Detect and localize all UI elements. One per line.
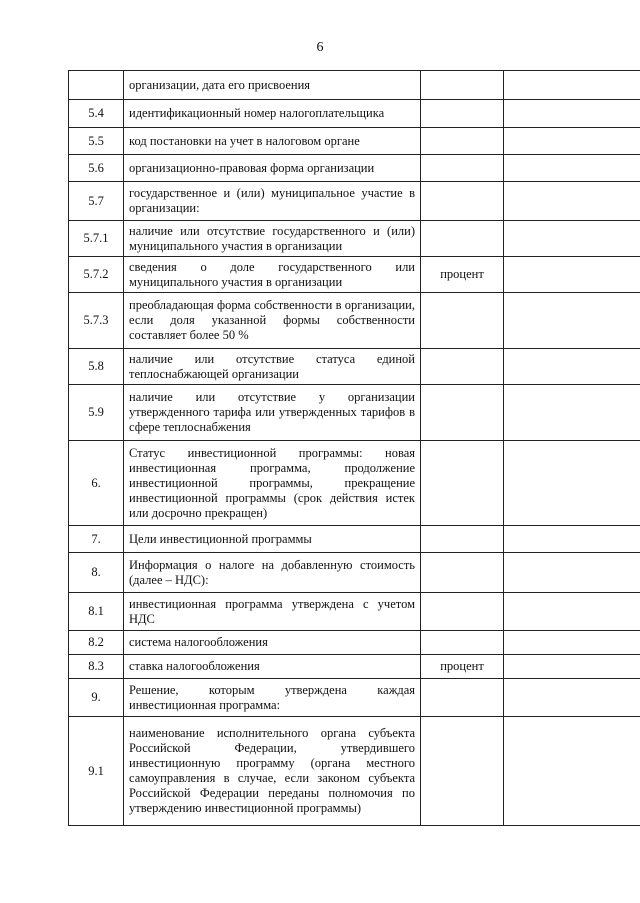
row-value [504, 155, 640, 182]
row-description: наличие или отсутствие у организации утвержденного тарифа или утвержденных тарифов в сфере теплоснабжения [124, 385, 421, 441]
row-number: 5.9 [69, 385, 124, 441]
row-value [504, 631, 640, 655]
row-number: 9. [69, 679, 124, 717]
row-value [504, 526, 640, 553]
row-number: 5.8 [69, 349, 124, 385]
row-description: преобладающая форма собственности в организации, если доля указанной формы собственности составляет более 50 % [124, 293, 421, 349]
row-description: наличие или отсутствие статуса единой теплоснабжающей организации [124, 349, 421, 385]
row-number: 8.1 [69, 593, 124, 631]
row-unit [421, 593, 504, 631]
table-row [69, 100, 640, 128]
table-row [69, 655, 640, 679]
row-number: 7. [69, 526, 124, 553]
row-description: ставка налогообложения [124, 655, 421, 679]
row-number: 5.7.2 [69, 257, 124, 293]
row-description: Информация о налоге на добавленную стоимость (далее – НДС): [124, 553, 421, 593]
row-value [504, 385, 640, 441]
row-description: наличие или отсутствие государственного и (или) муниципального участия в организации [124, 221, 421, 257]
row-unit: процент [421, 655, 504, 679]
row-unit [421, 526, 504, 553]
table-row [69, 182, 640, 221]
row-description: Решение, которым утверждена каждая инвестиционная программа: [124, 679, 421, 717]
row-description: код постановки на учет в налоговом органе [124, 128, 421, 155]
row-unit [421, 679, 504, 717]
row-description: организации, дата его присвоения [124, 71, 421, 100]
row-unit [421, 349, 504, 385]
row-number: 8. [69, 553, 124, 593]
row-value [504, 100, 640, 128]
table-row [69, 441, 640, 526]
row-number [69, 71, 124, 100]
row-value [504, 655, 640, 679]
row-value [504, 221, 640, 257]
row-unit [421, 553, 504, 593]
row-value [504, 717, 640, 826]
row-value [504, 182, 640, 221]
row-number: 9.1 [69, 717, 124, 826]
row-unit [421, 631, 504, 655]
table-row [69, 553, 640, 593]
row-number: 5.4 [69, 100, 124, 128]
table-row [69, 385, 640, 441]
row-unit: процент [421, 257, 504, 293]
table-row [69, 293, 640, 349]
row-description: государственное и (или) муниципальное участие в организации: [124, 182, 421, 221]
row-value [504, 257, 640, 293]
row-unit [421, 128, 504, 155]
table-row [69, 257, 640, 293]
row-unit [421, 385, 504, 441]
row-value [504, 293, 640, 349]
table-row [69, 679, 640, 717]
row-description: Цели инвестиционной программы [124, 526, 421, 553]
row-number: 5.7.3 [69, 293, 124, 349]
table-row [69, 349, 640, 385]
row-description: организационно-правовая форма организации [124, 155, 421, 182]
row-value [504, 71, 640, 100]
indicator-table [68, 70, 640, 826]
row-description: инвестиционная программа утверждена с учетом НДС [124, 593, 421, 631]
row-unit [421, 293, 504, 349]
row-description: идентификационный номер налогоплательщика [124, 100, 421, 128]
row-number: 5.5 [69, 128, 124, 155]
row-value [504, 553, 640, 593]
row-description: наименование исполнительного органа субъекта Российской Федерации, утвердившего инвестиционную программу (органа местного самоуправления в случае, если законом субъекта Российской Федерации переданы полномочия по утверждению инвестиционной программы) [124, 717, 421, 826]
table-row [69, 71, 640, 100]
row-number: 8.3 [69, 655, 124, 679]
row-value [504, 679, 640, 717]
row-description: сведения о доле государственного или муниципального участия в организации [124, 257, 421, 293]
row-unit [421, 441, 504, 526]
row-description: Статус инвестиционной программы: новая инвестиционная программа, продолжение инвестиционной программы, прекращение инвестиционной программы (срок действия истек или досрочно прекращен) [124, 441, 421, 526]
table-row [69, 526, 640, 553]
row-number: 8.2 [69, 631, 124, 655]
row-value [504, 349, 640, 385]
row-description: система налогообложения [124, 631, 421, 655]
table-row [69, 631, 640, 655]
table-row [69, 717, 640, 826]
row-number: 5.6 [69, 155, 124, 182]
row-number: 5.7 [69, 182, 124, 221]
row-number: 6. [69, 441, 124, 526]
row-unit [421, 221, 504, 257]
row-unit [421, 100, 504, 128]
row-unit [421, 155, 504, 182]
table-row [69, 128, 640, 155]
row-value [504, 593, 640, 631]
row-unit [421, 71, 504, 100]
table-row [69, 221, 640, 257]
row-unit [421, 717, 504, 826]
row-value [504, 441, 640, 526]
table-row [69, 155, 640, 182]
row-number: 5.7.1 [69, 221, 124, 257]
row-value [504, 128, 640, 155]
page-number: 6 [316, 40, 324, 55]
row-unit [421, 182, 504, 221]
table-row [69, 593, 640, 631]
